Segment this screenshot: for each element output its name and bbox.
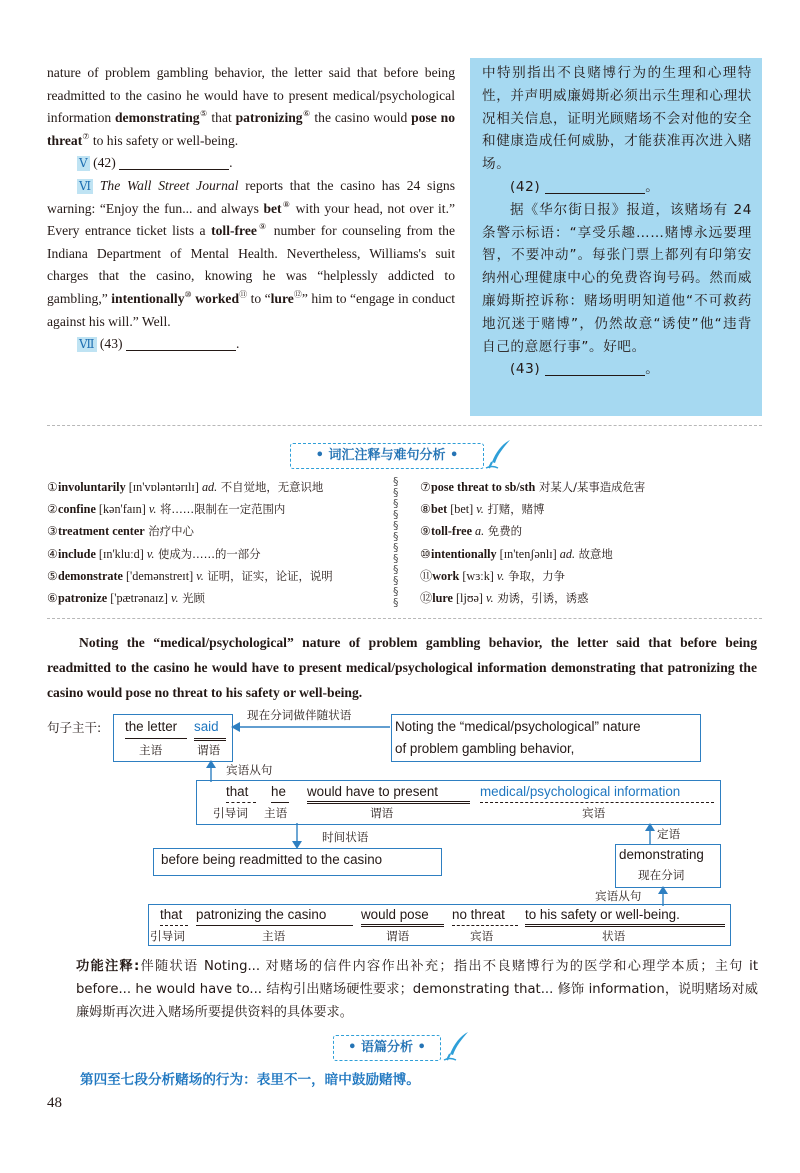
footnote-marker: ⑨ — [256, 222, 269, 232]
phrase-patronizing-the-casino: patronizing the casino — [196, 907, 327, 922]
vocab-word: intentionally — [430, 546, 497, 561]
function-note — [76, 955, 758, 1024]
punctuation: 。 — [645, 178, 660, 195]
translation-question-43 — [482, 358, 752, 381]
translation-blank-42[interactable] — [545, 179, 645, 194]
translation-paragraph: 中特别指出不良赌博行为的生理和心理特性，并声明威廉姆斯必须出示生理和心理状况相关信息，证明光顾赌场不会对他的安全和健康造成任何威胁，才能获准再次进入赌场。 — [482, 65, 752, 173]
passage-text: to “ — [250, 290, 271, 306]
vocab-word: bet — [430, 502, 448, 517]
passage-text: reports that the casino has 24 signs warning: “Enjoy the fun... and always — [47, 177, 456, 216]
keyword-bet: bet — [263, 200, 282, 216]
question-number: (43) — [510, 361, 541, 378]
section-divider — [47, 425, 762, 426]
vocab-item — [47, 476, 387, 498]
vocab-meaning: 不自觉地，无意识地 — [217, 480, 324, 494]
underline-subject — [196, 925, 353, 926]
vocab-section-title — [290, 443, 484, 469]
keyword-toll-free: toll-free — [211, 223, 257, 239]
translation-blank-43[interactable] — [545, 361, 645, 376]
passage-text: with your head, not over it.” Every entrance ticket lists a — [47, 200, 456, 239]
vocab-number: ③ — [47, 524, 58, 539]
paragraph-number-vii: Ⅶ — [79, 337, 95, 352]
question-42-line: Ⅴ (42) . — [79, 155, 233, 171]
section-divider — [47, 618, 762, 619]
vocab-meaning: 使成为……的一部分 — [154, 546, 261, 561]
vocab-number: ④ — [47, 546, 58, 561]
vocab-phonetic: [ɪn'vɒləntərɪlɪ] — [125, 480, 199, 494]
vocab-phonetic: [ljʊə] — [452, 591, 483, 606]
vocab-phonetic: [wɜːk] — [459, 568, 494, 583]
vocab-number: ⑦ — [420, 480, 431, 494]
vocab-meaning: 打赌，赌博 — [483, 502, 545, 517]
predicate-underline — [194, 738, 226, 741]
translation-question-42 — [482, 176, 752, 199]
phrase-noting-line-1: Noting the “medical/psychological” nature — [395, 719, 641, 734]
label-object-clause: 宾语从句 — [595, 889, 642, 903]
phrase-would-have-to-present: would have to present — [307, 784, 439, 799]
column-separator: § § § § § § § § § § § § — [393, 475, 399, 609]
vocab-part-of-speech: v. — [167, 591, 179, 606]
underline-object — [452, 925, 518, 926]
function-note-label: 功能注释: — [76, 959, 140, 974]
label-predicate: 谓语 — [370, 806, 394, 820]
vocab-meaning: 故意地 — [574, 546, 613, 561]
vocab-part-of-speech: v. — [143, 546, 155, 561]
word-that: that — [226, 784, 249, 799]
vocab-meaning: 将……限制在一定范围内 — [156, 502, 286, 517]
keyword-worked: worked — [195, 290, 240, 306]
vocab-word: toll-free — [430, 524, 472, 539]
keyword-lure: lure — [270, 290, 294, 306]
question-number: (43) — [99, 336, 123, 352]
vocab-phonetic: ['demənstreɪt] — [122, 568, 194, 583]
subject-underline — [125, 738, 187, 739]
footnote-marker: ⑥ — [302, 109, 311, 119]
vocab-word: include — [57, 546, 96, 561]
arrow-up-connector — [204, 760, 218, 782]
word-the-letter: the letter — [125, 719, 178, 734]
vocab-part-of-speech: v. — [145, 502, 157, 517]
arrow-object-clause-connector — [656, 886, 670, 906]
label-object: 宾语 — [582, 806, 606, 820]
vocab-title-text: • 词汇注释与难句分析 • — [315, 448, 459, 463]
vocab-item — [47, 543, 387, 565]
vocab-item — [420, 498, 760, 520]
passage-analysis-title — [333, 1035, 441, 1061]
vocab-item — [47, 498, 387, 520]
quill-pen-icon — [484, 438, 514, 470]
vocab-phonetic: [bet] — [447, 502, 474, 517]
vocab-word: patronize — [57, 591, 108, 606]
question-number: (42) — [510, 178, 541, 195]
vocab-meaning: 免费的 — [484, 524, 522, 539]
underline-that — [160, 925, 188, 926]
vocab-item — [47, 520, 387, 542]
footnote-marker: ⑦ — [82, 131, 90, 141]
underline-object — [480, 802, 714, 803]
footnote-marker: ⑪ — [239, 289, 248, 299]
keyword-intentionally: intentionally — [111, 290, 185, 306]
underline-predicate — [361, 924, 444, 927]
vocab-item — [47, 565, 387, 587]
label-subject: 主语 — [139, 743, 163, 757]
label-predicate: 谓语 — [386, 929, 410, 943]
vocab-meaning: 劝诱，引诱，诱惑 — [493, 591, 589, 606]
vocab-number: ② — [47, 502, 58, 517]
word-demonstrating: demonstrating — [619, 847, 704, 862]
vocab-word: pose threat to sb/sth — [430, 480, 536, 494]
label-time-adverbial: 时间状语 — [322, 830, 369, 844]
vocab-item — [420, 565, 760, 587]
journal-name: The Wall Street Journal — [99, 177, 239, 193]
footnote-marker: ⑧ — [281, 199, 292, 209]
vocab-number: ⑨ — [420, 524, 431, 539]
vocab-meaning: 光顾 — [178, 591, 205, 606]
phrase-before-being-readmitted: before being readmitted to the casino — [161, 852, 383, 867]
vocab-phonetic: [kən'faɪn] — [95, 502, 146, 517]
vocab-number: ⑧ — [420, 502, 431, 517]
vocab-number: ⑫ — [420, 591, 433, 606]
vocab-number: ⑩ — [420, 546, 431, 561]
word-he: he — [271, 784, 286, 799]
paragraph-number-vi: Ⅵ — [79, 178, 92, 193]
phrase-noting-line-2: of problem gambling behavior, — [395, 741, 575, 756]
page-number: 48 — [47, 1095, 62, 1111]
vocab-list-right — [420, 476, 760, 609]
footnote-marker: ⑫ — [293, 289, 302, 299]
arrow-time-connector — [290, 823, 304, 849]
label-adverbial: 状语 — [602, 929, 626, 943]
question-43-line: Ⅶ (43) . — [79, 336, 240, 352]
vocab-word: treatment center — [57, 524, 145, 539]
label-object-clause: 宾语从句 — [226, 763, 273, 777]
label-predicate: 谓语 — [197, 743, 221, 757]
passage-text: to his safety or well-being. — [92, 132, 239, 148]
vocab-phonetic: ['pætrənaɪz] — [107, 591, 168, 606]
vocab-item — [420, 476, 760, 498]
vocab-number: ⑥ — [47, 591, 58, 606]
label-subject: 主语 — [264, 806, 288, 820]
phrase-no-threat: no threat — [452, 907, 505, 922]
passage-text: number for counseling from the Indiana Department of Mental Health. Nevertheless, Williams's suit charges that the casino, knowing he was “helplessly addicted to gambling,” — [47, 223, 456, 306]
underline-he — [271, 802, 289, 803]
phrase-to-his-safety: to his safety or well-being. — [525, 907, 680, 922]
keyword-patronizing: patronizing — [235, 110, 303, 126]
vocab-item — [420, 587, 760, 609]
vocab-meaning: 对某人/某事造成危害 — [535, 480, 646, 494]
keyword-demonstrating: demonstrating — [115, 110, 200, 126]
underline-predicate — [307, 801, 470, 804]
passage-paragraph-vi — [47, 175, 455, 333]
vocab-part-of-speech: a. — [472, 524, 485, 539]
punctuation: 。 — [645, 361, 660, 378]
vocab-word: work — [432, 568, 460, 583]
vocab-meaning: 治疗中心 — [144, 524, 194, 539]
answer-blank-42[interactable] — [119, 155, 229, 170]
label-object: 宾语 — [470, 929, 494, 943]
translation-box — [470, 58, 762, 416]
vocab-number: ⑪ — [420, 568, 433, 583]
vocab-meaning: 争取，力争 — [504, 568, 566, 583]
label-present-participle: 现在分词 — [638, 868, 685, 882]
label-subject: 主语 — [262, 929, 286, 943]
vocab-item — [420, 543, 760, 565]
vocab-meaning: 证明，证实，论证，说明 — [203, 568, 333, 583]
passage-paragraph-continued — [47, 62, 455, 152]
difficult-sentence — [47, 630, 757, 705]
passage-text: nature of problem gambling behavior, the letter said that before being readmitted to the casino he would have to present medical/psychological information — [47, 65, 455, 126]
main-clause-label: 句子主干: — [47, 720, 102, 735]
vocab-word: demonstrate — [57, 568, 123, 583]
vocab-part-of-speech: v. — [483, 591, 494, 606]
vocab-part-of-speech: v. — [473, 502, 484, 517]
phrase-would-pose: would pose — [361, 907, 429, 922]
english-passage — [47, 62, 455, 356]
paragraph-number-v: Ⅴ — [79, 156, 88, 171]
quill-pen-icon — [442, 1030, 472, 1062]
label-introducer: 引导词 — [213, 806, 248, 820]
word-that: that — [160, 907, 183, 922]
vocab-item — [47, 587, 387, 609]
vocab-word: confine — [57, 502, 96, 517]
translation-paragraph: 据《华尔街日报》报道，该赌场有 24 条警示标语：“享受乐趣……赌博永远要理智，不要冲动”。每张门票上都列有印第安纳州心理健康中心的免费咨询号码。然而威廉姆斯控诉称：赌场明明知道他“不可救药地沉迷于赌博”，仍然故意“诱使”他“违背自己的意愿行事”。好吧。 — [482, 201, 752, 355]
footnote-marker: ⑩ — [184, 289, 192, 299]
question-number: (42) — [93, 155, 116, 171]
passage-text: that — [211, 110, 232, 126]
vocab-word: involuntarily — [57, 480, 126, 494]
vocab-item — [420, 520, 760, 542]
keyword-pose-no-threat: pose no threat — [47, 110, 456, 148]
answer-blank-43[interactable] — [126, 336, 236, 351]
passage-text: ” him to “engage in conduct against his will.” Well. — [47, 290, 456, 329]
passage-analysis-summary: 第四至七段分析赌场的行为：表里不一，暗中鼓励赌博。 — [80, 1072, 420, 1088]
underline-that — [226, 802, 256, 803]
vocab-number: ⑤ — [47, 568, 58, 583]
passage-analysis-title-text: • 语篇分析 • — [348, 1040, 426, 1055]
label-attributive: 定语 — [657, 827, 681, 841]
underline-adverbial — [525, 924, 725, 927]
vocab-part-of-speech: ad. — [556, 546, 575, 561]
phrase-medical-information: medical/psychological information — [480, 784, 681, 799]
vocab-part-of-speech: ad. — [198, 480, 218, 494]
word-said: said — [194, 719, 219, 734]
vocab-part-of-speech: v. — [493, 568, 505, 583]
label-introducer: 引导词 — [150, 929, 185, 943]
vocab-list-left — [47, 476, 387, 609]
vocab-number: ① — [47, 480, 58, 494]
passage-text: the casino would — [314, 110, 408, 126]
arrow-left-connector — [231, 720, 391, 734]
function-note-text: 伴随状语 Noting... 对赌场的信件内容作出补充；指出不良赌博行为的医学和心理学本质；主句 it before... he would have to... 结构引出赌场硬性要求；demonstrating that... 修饰 information，说明赌场对威廉姆斯再次进入赌场所要提供资料的具体要求。 — [76, 959, 758, 1020]
arrow-attributive-connector — [643, 823, 657, 845]
footnote-marker: ⑤ — [199, 109, 208, 119]
vocab-phonetic: [ɪn'kluːd] — [95, 546, 144, 561]
vocab-phonetic: [ɪn'tenʃənlɪ] — [496, 546, 557, 561]
label-participle-adverbial: 现在分词做伴随状语 — [247, 708, 352, 722]
difficult-sentence-text: Noting the “medical/psychological” nature of problem gambling behavior, the letter said that before being readmitted to the casino he would have to present medical/psychological information demonstrating that patronizing the casino would pose no threat to his safety or well-being. — [47, 635, 757, 700]
vocab-part-of-speech: v. — [193, 568, 204, 583]
vocab-word: lure — [432, 591, 453, 606]
